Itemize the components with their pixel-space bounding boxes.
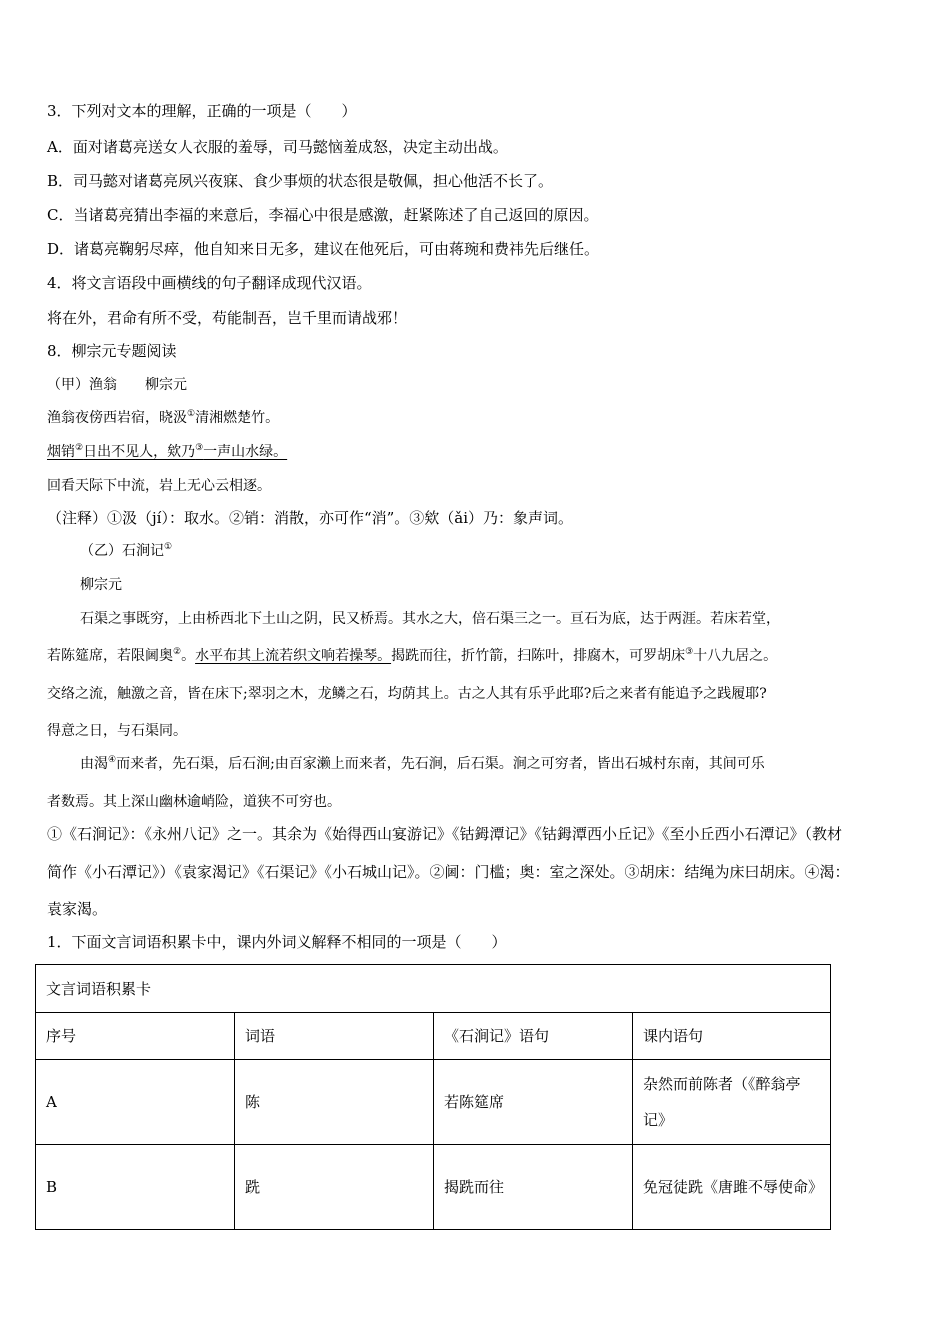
row-a-id: A — [36, 1060, 235, 1145]
section8-title: 8．柳宗元专题阅读 — [47, 342, 177, 360]
card-title: 文言词语积累卡 — [36, 965, 831, 1013]
poem-heading: （甲）渔翁 柳宗元 — [47, 377, 187, 393]
row-a-textbook: 杂然而前陈者（《醉翁亭记》 — [633, 1060, 831, 1145]
row-a-word: 陈 — [235, 1060, 434, 1145]
note-mark-essay: ① — [164, 542, 173, 552]
essay-p1-line2: 若陈筵席，若限阃奥②。水平布其上流若织文响若操琴。揭跣而往，折竹箭，扫陈叶，排腐木，可罗胡床③十八九居之。 — [47, 647, 778, 664]
q3-option-d: D．诸葛亮鞠躬尽瘁，他自知来日无多，建议在他死后，可由蒋琬和费祎先后继任。 — [47, 240, 600, 258]
table-row — [36, 1060, 831, 1145]
q4-sentence: 将在外，君命有所不受，苟能制吾，岂千里而请战邪！ — [47, 309, 408, 327]
q3-stem: 3．下列对文本的理解，正确的一项是（ ） — [47, 102, 357, 120]
header-textbook-sentence: 课内语句 — [633, 1013, 831, 1060]
essay-p2-line1: 由渴④而来者，先石渠，后石涧;由百家濑上而来者，先石涧，后石渠。涧之可穷者，皆出石城村东南，其间可乐 — [80, 755, 765, 772]
note-mark-3: ③ — [195, 443, 204, 453]
vocabulary-card-table — [35, 964, 831, 1230]
header-essay-sentence: 《石涧记》语句 — [434, 1013, 633, 1060]
header-index: 序号 — [36, 1013, 235, 1060]
q3-option-c: C．当诸葛亮猜出李福的来意后，李福心中很是感激，赶紧陈述了自己返回的原因。 — [47, 206, 599, 224]
essay-p2-line2: 者数焉。其上深山幽林逾峭险，道狭不可穷也。 — [47, 794, 341, 810]
header-word: 词语 — [235, 1013, 434, 1060]
essay-author: 柳宗元 — [80, 577, 122, 593]
row-b-essay: 揭跣而往 — [434, 1145, 633, 1230]
essay-p1-line3: 交络之流，触激之音，皆在床下;翠羽之木，龙鳞之石，均荫其上。古之人其有乐乎此耶?后之来者有能追予之践履耶? — [47, 686, 767, 702]
row-b-id: B — [36, 1145, 235, 1230]
essay-notes-line1: ①《石涧记》：《永州八记》之一。其余为《始得西山宴游记》《钴鉧潭记》《钴鉧潭西小丘记》《至小丘西小石潭记》（教材 — [47, 825, 843, 843]
essay-p1-line4: 得意之日，与石渠同。 — [47, 723, 187, 739]
poem-line-3: 回看天际下中流，岩上无心云相逐。 — [47, 478, 271, 494]
poem-annotation: （注释）①汲（jí）：取水。②销：消散，亦可作“消”。③欸（ǎi）乃：象声词。 — [47, 509, 574, 527]
note-mark-1: ① — [187, 409, 196, 419]
q1-stem: 1．下面文言词语积累卡中，课内外词义解释不相同的一项是（ ） — [47, 933, 507, 951]
essay-underlined-sentence: 水平布其上流若织文响若操琴。 — [195, 648, 392, 664]
poem-line-2-underlined: 烟销②日出不见人，欸乃③一声山水绿。 — [47, 443, 288, 460]
essay-notes-line3: 袁家渴。 — [47, 900, 108, 918]
row-b-word: 跣 — [235, 1145, 434, 1230]
note-mark-2: ② — [75, 443, 84, 453]
essay-p1-line1: 石渠之事既穷，上由桥西北下土山之阴，民又桥焉。其水之大，倍石渠三之一。亘石为底，达于两涯。若床若堂， — [80, 611, 780, 627]
q4-stem: 4．将文言语段中画横线的句子翻译成现代汉语。 — [47, 274, 372, 292]
row-a-essay: 若陈筵席 — [434, 1060, 633, 1145]
q3-option-a: A．面对诸葛亮送女人衣服的羞辱，司马懿恼羞成怒，决定主动出战。 — [47, 138, 508, 156]
row-b-textbook: 免冠徒跣《唐雎不辱使命》 — [633, 1145, 831, 1230]
table-row — [36, 1145, 831, 1230]
poem-line-1: 渔翁夜傍西岩宿，晓汲①清湘燃楚竹。 — [47, 409, 280, 426]
essay-heading: （乙）石涧记① — [80, 542, 173, 559]
essay-notes-line2: 简作《小石潭记》）《袁家渴记》《石渠记》《小石城山记》。②阃：门槛；奥：室之深处。③胡床：结绳为床曰胡床。④渴： — [47, 863, 850, 881]
q3-option-b: B．司马懿对诸葛亮夙兴夜寐、食少事烦的状态很是敬佩，担心他活不长了。 — [47, 172, 554, 190]
